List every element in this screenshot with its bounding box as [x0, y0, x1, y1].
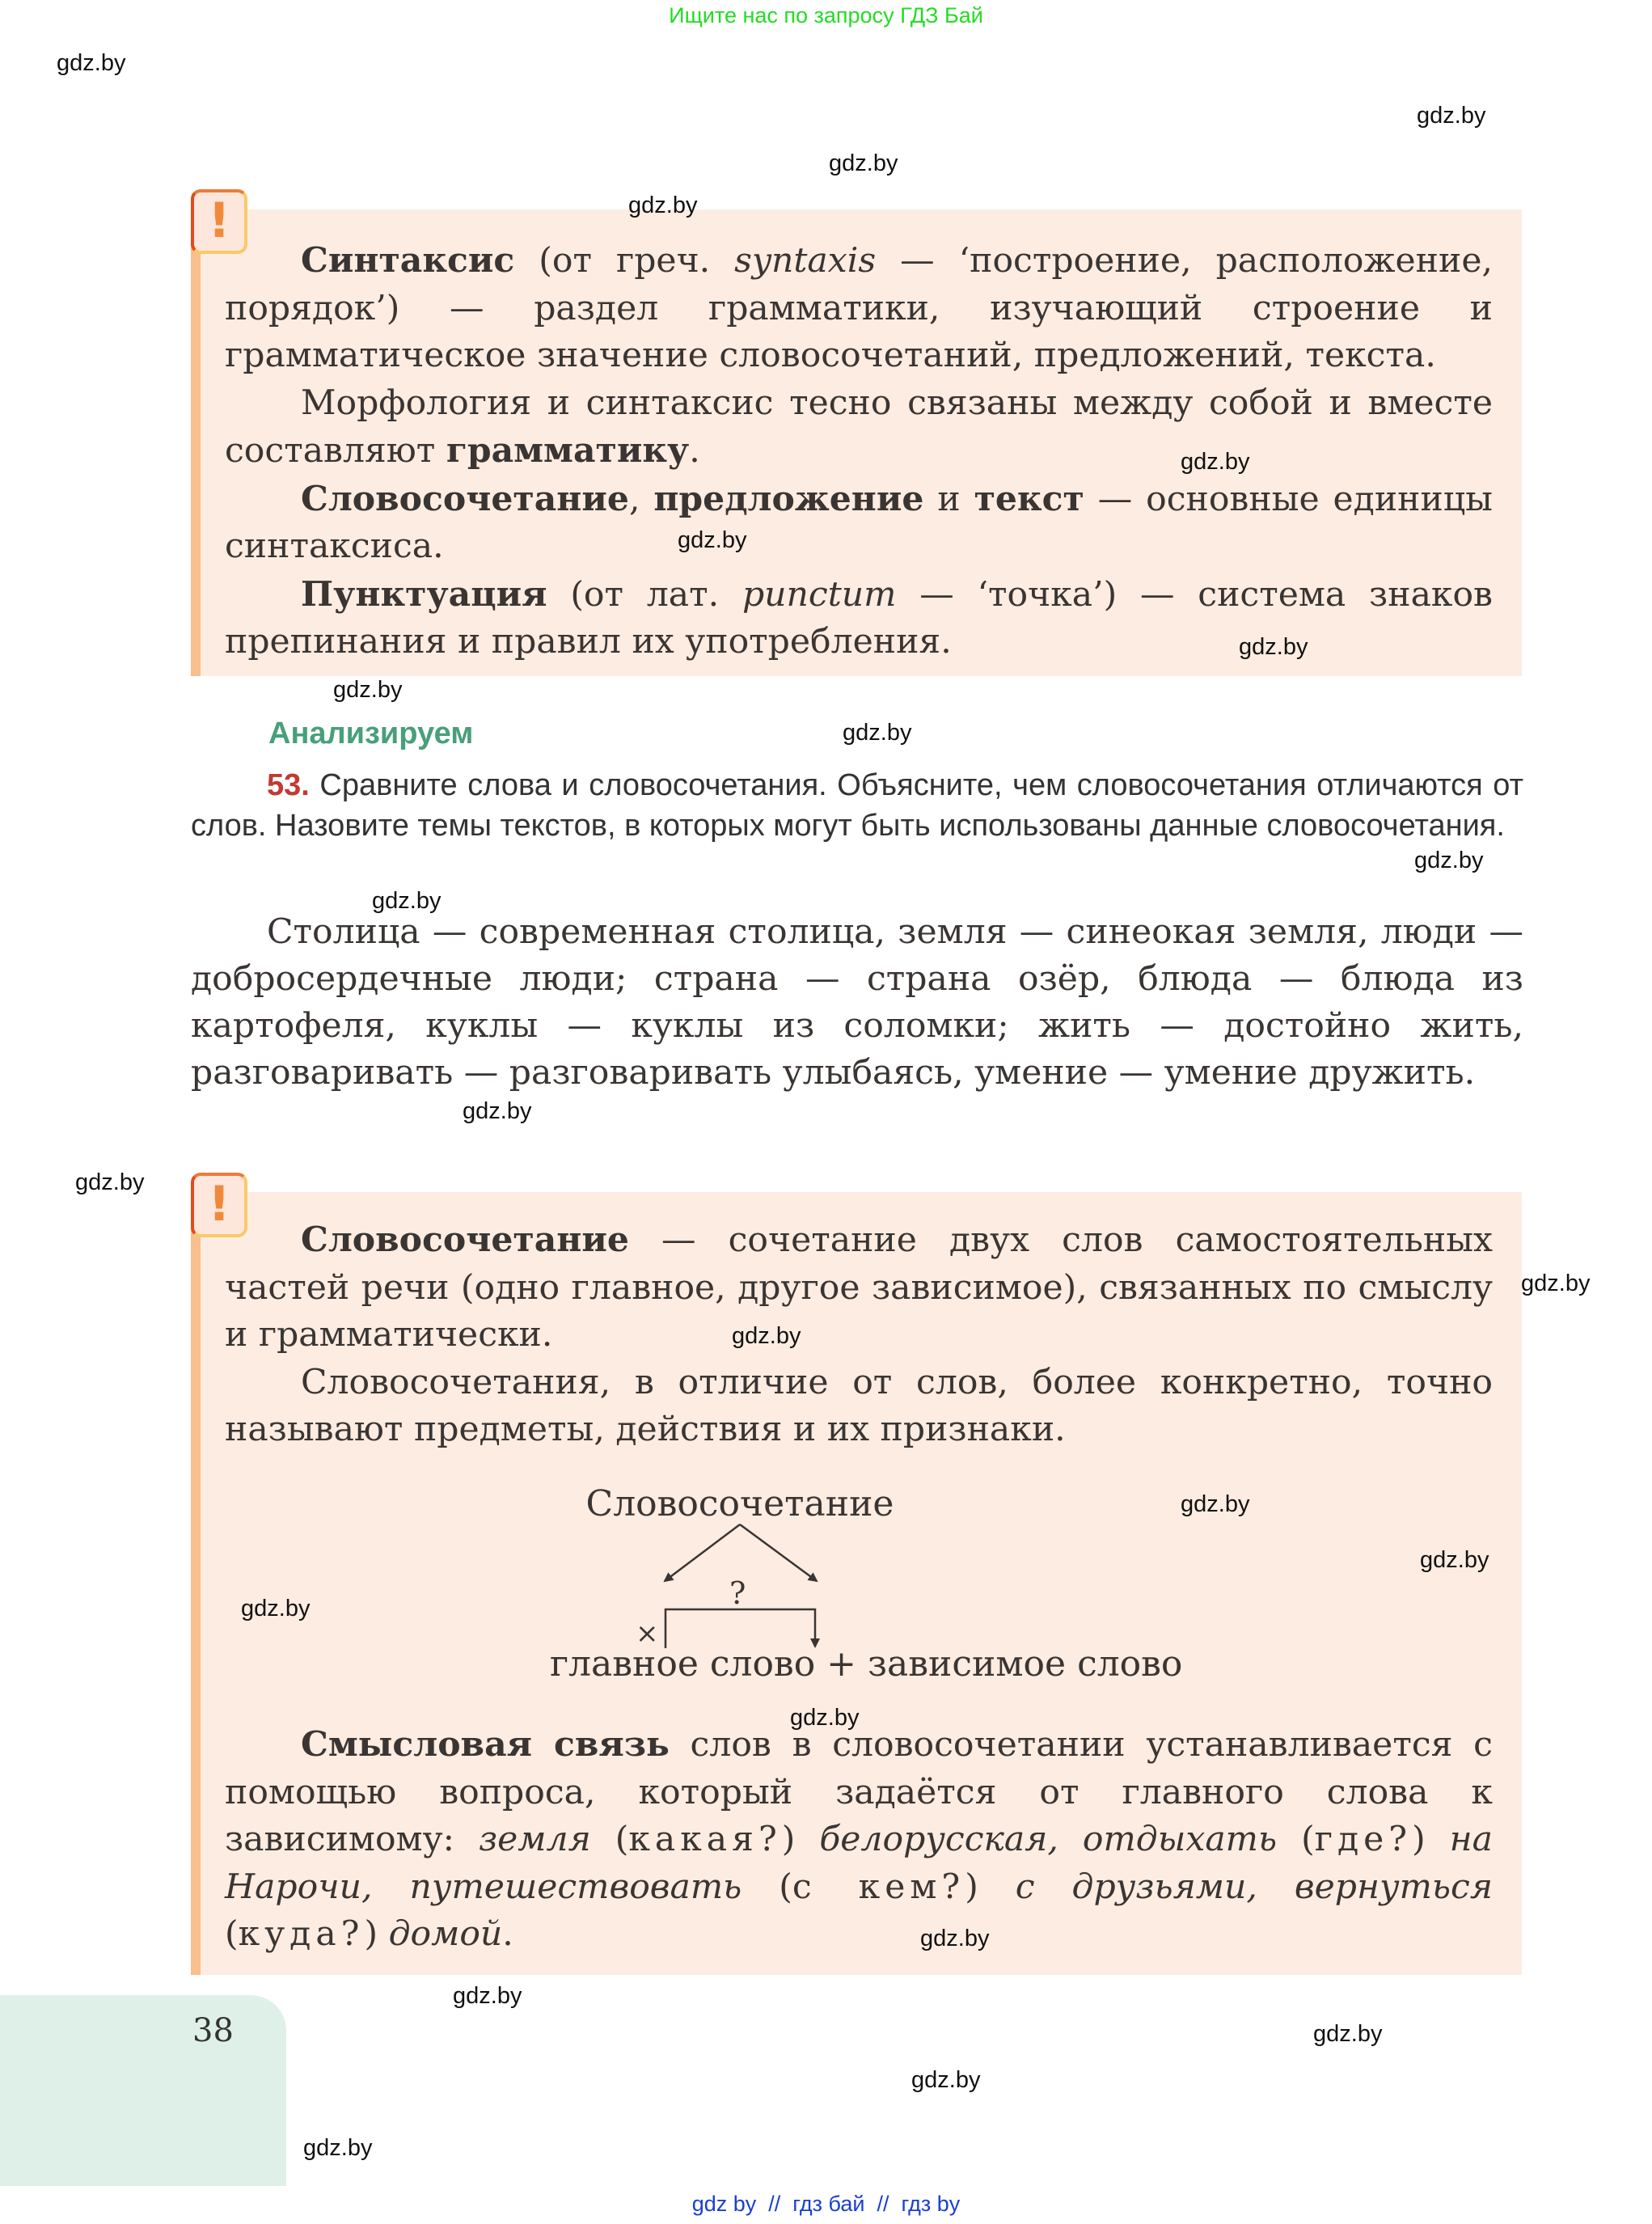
- rule-paragraph: Синтаксис (от греч. syntaxis — ‘построение, расположение, порядок’) — раздел грамматики, изучающий строение и грамматическое значение словосочетаний, предложений, текста.: [225, 240, 1493, 375]
- rule-text-syntax: [225, 237, 1493, 666]
- top-banner: Ищите нас по запросу ГДЗ Бай: [669, 3, 983, 27]
- rule-paragraph: Словосочетания, в отличие от слов, более конкретно, точно называют предметы, действия и их признаки.: [225, 1362, 1493, 1449]
- diagram-top-label: Словосочетание: [585, 1483, 894, 1524]
- watermark: gdz.by: [732, 1323, 801, 1349]
- watermark: gdz.by: [829, 150, 898, 176]
- diagram-bottom-label: главное слово + зависимое слово: [550, 1643, 1183, 1685]
- watermark: gdz.by: [790, 1705, 860, 1731]
- phrase-structure-diagram: [526, 1456, 1253, 1698]
- rule-paragraph: Смысловая связь слов в словосочетании устанавливается с помощью вопроса, который задаётся от главного слова к зависимому: земля (какая?) белорусская, отдыхать (где?) на Нарочи, путешествовать (с кем?) с друзьями, вернуться (куда?) домой.: [225, 1724, 1493, 1954]
- rule-paragraph: Словосочетание — сочетание двух слов самостоятельных частей речи (одно главное, другое зависимое), связанных по смыслу и грамматически.: [225, 1220, 1493, 1355]
- watermark: gdz.by: [1181, 449, 1250, 475]
- rule-paragraph: Морфология и синтаксис тесно связаны между собой и вместе составляют грамматику.: [225, 383, 1493, 471]
- watermark: gdz.by: [1313, 2021, 1383, 2047]
- exercise-word-pairs-text: Столица — современная столица, земля — синеокая земля, люди — добросердечные люди; страна — страна озёр, блюда — блюда из картофеля, куклы — куклы из соломки; жить — достойно жить, разговаривать — разговаривать улыбаясь, умение — умение дружить.: [191, 912, 1523, 1093]
- watermark: gdz.by: [1239, 634, 1308, 660]
- exclamation-icon: !: [191, 1173, 247, 1237]
- diagram-main-word-marker: ×: [636, 1617, 659, 1650]
- rule-text-phrase-definition: [225, 1216, 1493, 1454]
- page-number-tab: [0, 1995, 286, 2186]
- exercise-word-pairs: [191, 909, 1523, 1097]
- section-heading-analyze: Анализируем: [268, 717, 474, 750]
- watermark: gdz.by: [303, 2135, 373, 2161]
- watermark: gdz.by: [920, 1926, 990, 1951]
- watermark: gdz.by: [241, 1596, 311, 1621]
- watermark: gdz.by: [1521, 1271, 1591, 1296]
- watermark: gdz.by: [463, 1098, 532, 1124]
- rule-text-semantic-link: [225, 1721, 1493, 1959]
- watermark: gdz.by: [1420, 1547, 1489, 1573]
- watermark: gdz.by: [57, 50, 126, 76]
- watermark: gdz.by: [1181, 1491, 1250, 1517]
- page-number: 38: [192, 2012, 234, 2049]
- exclamation-icon: !: [191, 189, 247, 254]
- watermark: gdz.by: [911, 2067, 981, 2093]
- watermark: gdz.by: [453, 1983, 522, 2009]
- watermark: gdz.by: [1417, 103, 1486, 129]
- watermark: gdz.by: [372, 888, 442, 914]
- watermark: gdz.by: [1414, 848, 1484, 873]
- diagram-question-mark: ?: [729, 1575, 746, 1611]
- rule-box-accent-bar: [191, 209, 201, 676]
- watermark: gdz.by: [678, 527, 747, 553]
- watermark: gdz.by: [843, 720, 912, 746]
- watermark: gdz.by: [75, 1169, 145, 1195]
- exercise-number: 53.: [267, 768, 310, 802]
- rule-paragraph: Словосочетание, предложение и текст — основные единицы синтаксиса.: [225, 478, 1493, 566]
- watermark: gdz.by: [333, 677, 403, 703]
- exercise-instruction-text: Сравните слова и словосочетания. Объясните, чем словосочетания отличаются от слов. Назовите темы текстов, в которых могут быть использованы данные словосочетания.: [191, 768, 1524, 843]
- watermark: gdz.by: [628, 192, 698, 218]
- rule-box-accent-bar: [191, 1192, 201, 1975]
- rule-box-syntax: [191, 209, 1522, 676]
- exercise-instruction: [191, 765, 1523, 846]
- rule-paragraph: Пунктуация (от лат. punctum — ‘точка’) — система знаков препинания и правил их употребления.: [225, 573, 1493, 662]
- footer-links[interactable]: gdz by // гдз бай // гдз by: [691, 2192, 961, 2216]
